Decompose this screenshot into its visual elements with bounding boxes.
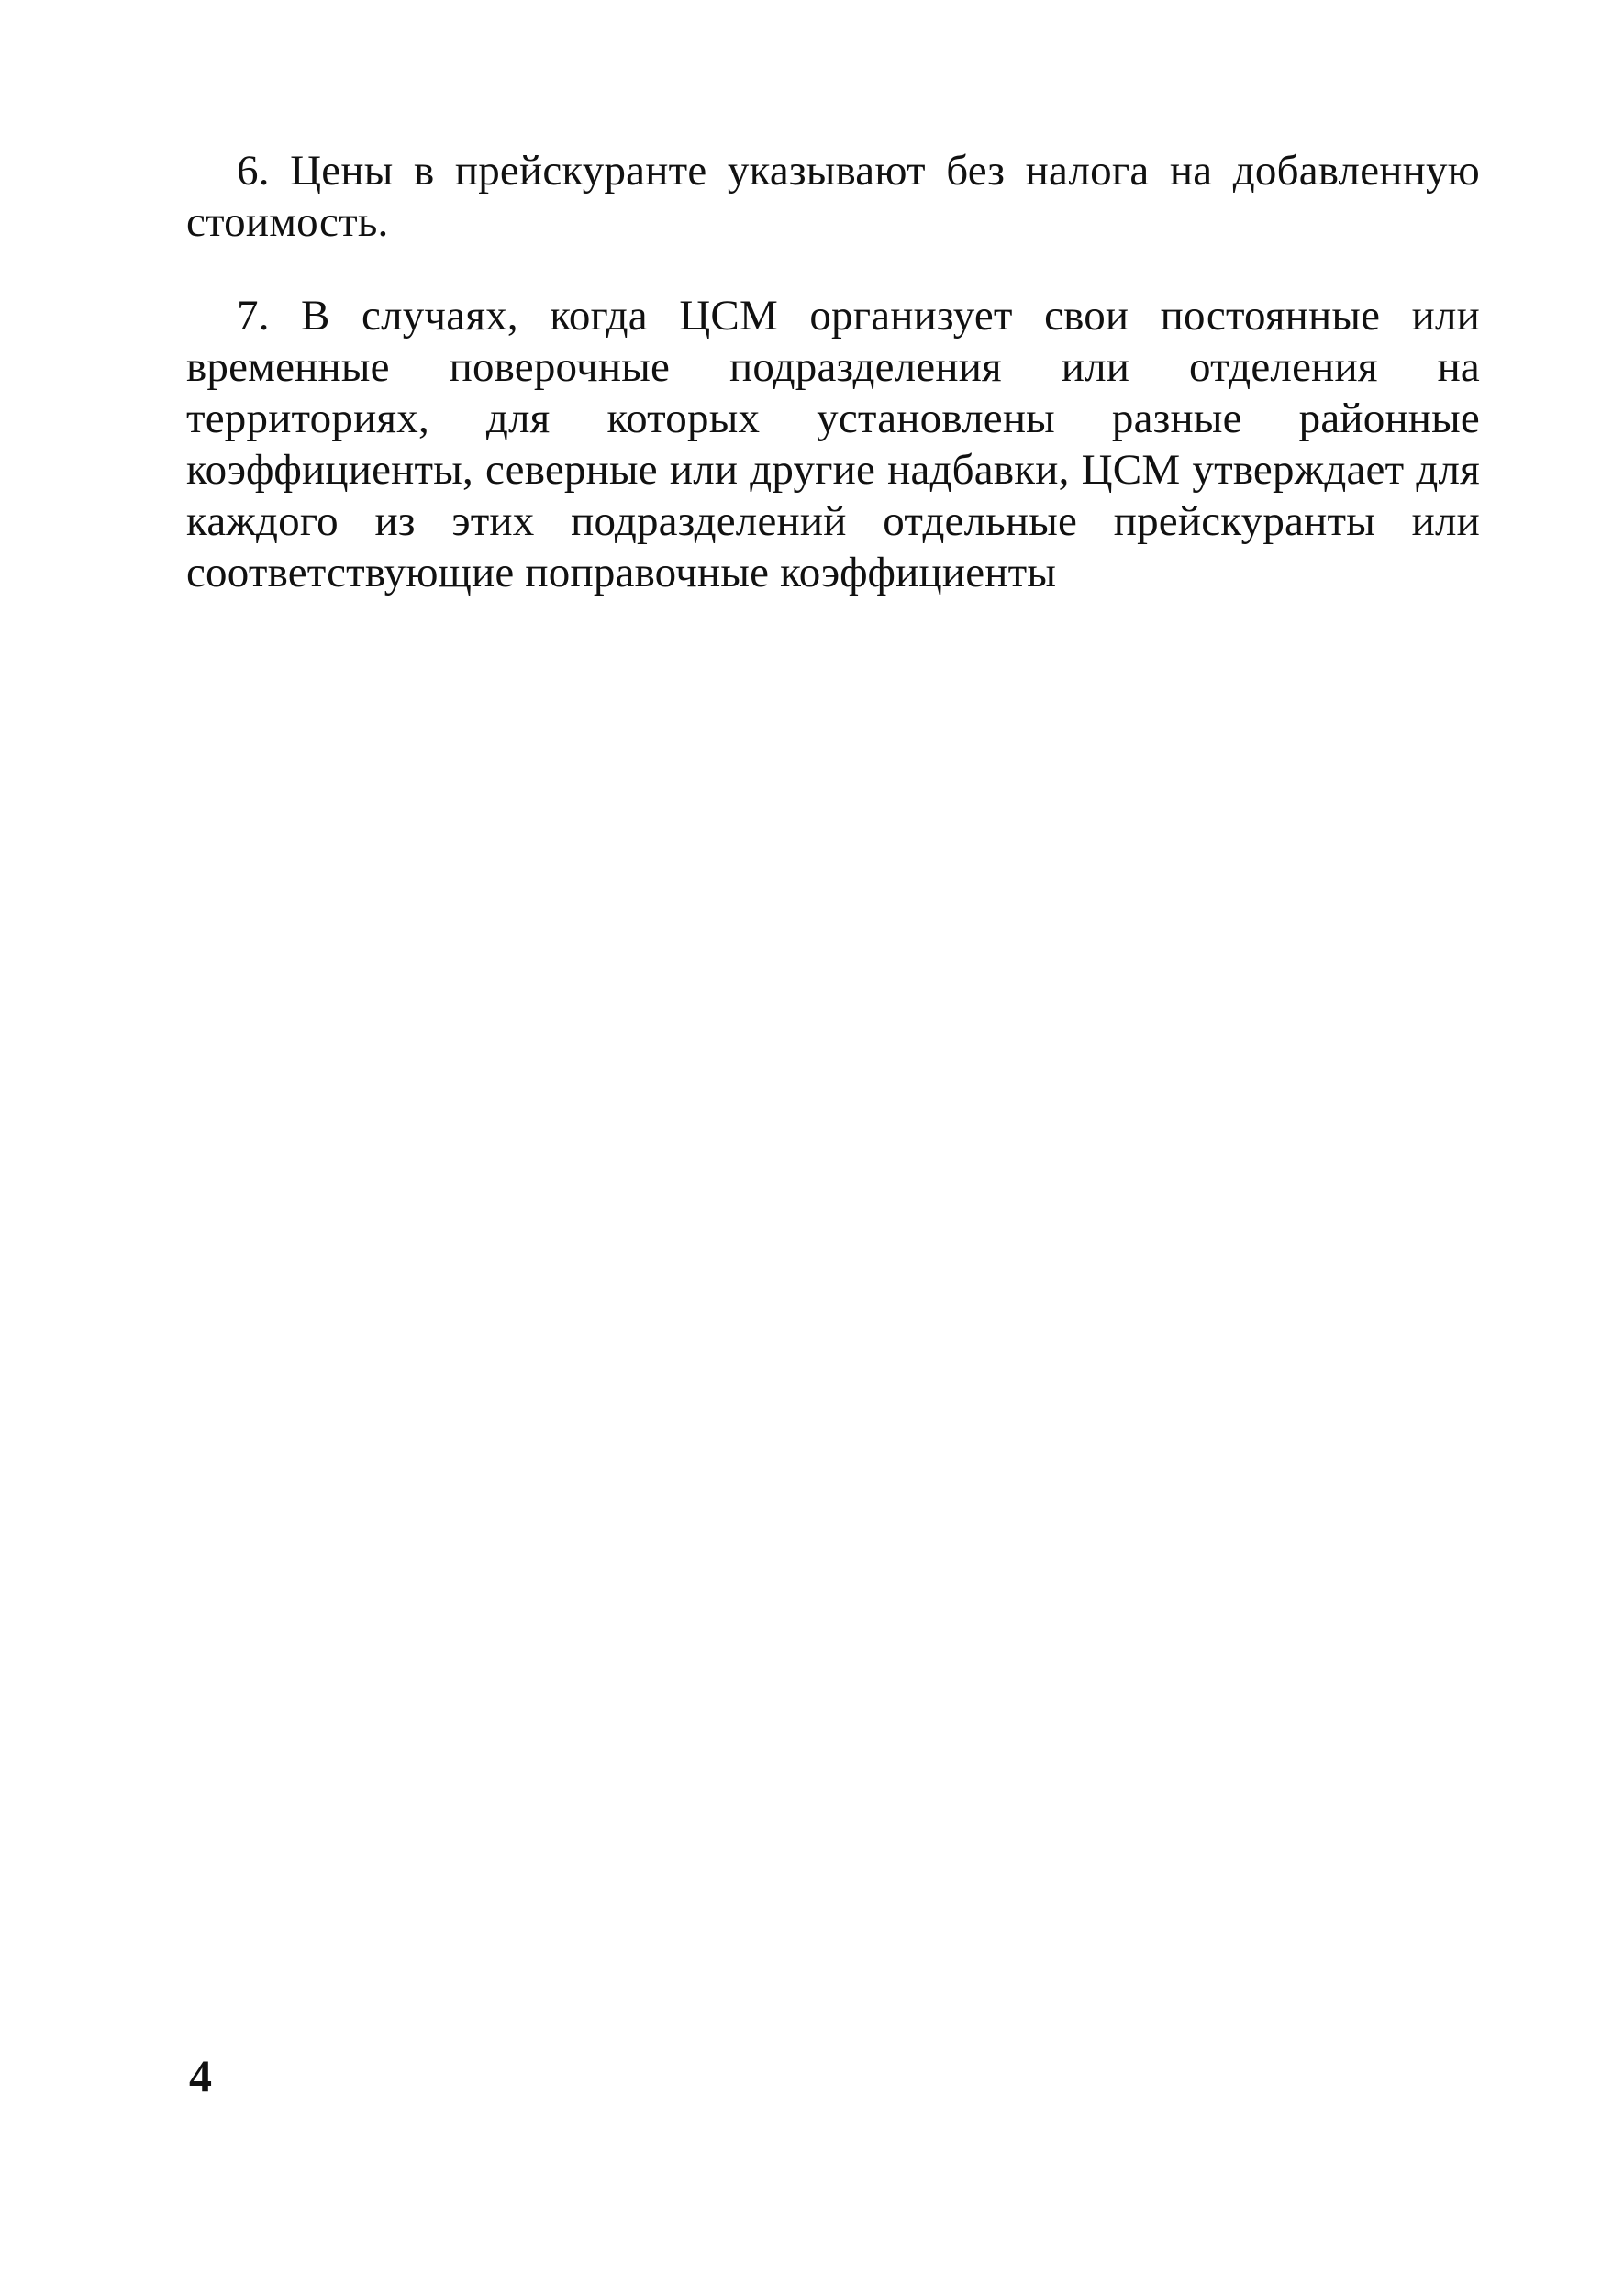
- paragraph-6: 6. Цены в прейскуранте указывают без налога на добавленную стоимость.: [186, 147, 1480, 246]
- page-number: 4: [189, 2050, 212, 2101]
- paragraph-7: 7. В случаях, когда ЦСМ организует свои постоянные или временные поверочные подразделения или отделения на территориях, для которых установлены разные районные коэффициенты, северные или другие надбавки, ЦСМ утверждает для каждого из этих подразделений отдельные прейскуранты или соответствующие поправочные коэффициенты: [186, 292, 1480, 596]
- document-body: [186, 145, 1480, 598]
